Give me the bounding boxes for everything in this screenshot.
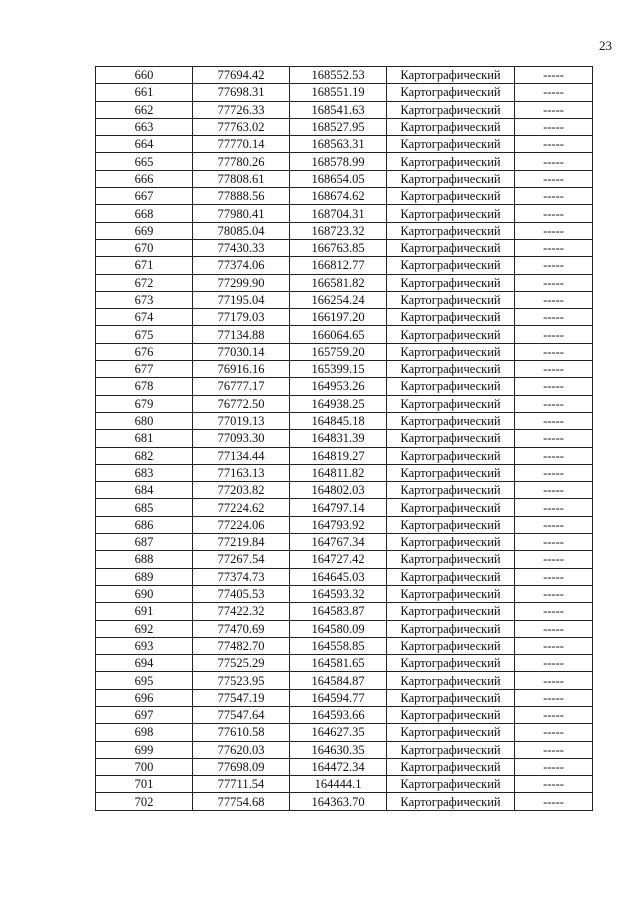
x-coordinate-cell: 77195.04 [193, 291, 290, 308]
accuracy-cell: ----- [515, 793, 593, 810]
accuracy-cell: ----- [515, 395, 593, 412]
accuracy-cell: ----- [515, 655, 593, 672]
accuracy-cell: ----- [515, 361, 593, 378]
x-coordinate-cell: 77694.42 [193, 67, 290, 84]
point-number-cell: 663 [96, 118, 193, 135]
x-coordinate-cell: 77179.03 [193, 309, 290, 326]
method-cell: Картографический [387, 430, 515, 447]
y-coordinate-cell: 168527.95 [290, 118, 387, 135]
method-cell: Картографический [387, 153, 515, 170]
point-number-cell: 700 [96, 758, 193, 775]
method-cell: Картографический [387, 741, 515, 758]
x-coordinate-cell: 77610.58 [193, 724, 290, 741]
method-cell: Картографический [387, 758, 515, 775]
point-number-cell: 661 [96, 84, 193, 101]
table-row [96, 568, 593, 585]
table-row [96, 170, 593, 187]
method-cell: Картографический [387, 412, 515, 429]
x-coordinate-cell: 77754.68 [193, 793, 290, 810]
y-coordinate-cell: 164580.09 [290, 620, 387, 637]
method-cell: Картографический [387, 551, 515, 568]
accuracy-cell: ----- [515, 724, 593, 741]
point-number-cell: 676 [96, 343, 193, 360]
y-coordinate-cell: 164593.32 [290, 585, 387, 602]
point-number-cell: 665 [96, 153, 193, 170]
point-number-cell: 702 [96, 793, 193, 810]
accuracy-cell: ----- [515, 118, 593, 135]
x-coordinate-cell: 77134.44 [193, 447, 290, 464]
y-coordinate-cell: 165759.20 [290, 343, 387, 360]
point-number-cell: 695 [96, 672, 193, 689]
method-cell: Картографический [387, 205, 515, 222]
accuracy-cell: ----- [515, 672, 593, 689]
x-coordinate-cell: 77620.03 [193, 741, 290, 758]
table-row [96, 326, 593, 343]
x-coordinate-cell: 77547.19 [193, 689, 290, 706]
x-coordinate-cell: 77405.53 [193, 585, 290, 602]
table-row [96, 585, 593, 602]
method-cell: Картографический [387, 291, 515, 308]
table-row [96, 655, 593, 672]
table-row [96, 620, 593, 637]
x-coordinate-cell: 77224.06 [193, 516, 290, 533]
point-number-cell: 675 [96, 326, 193, 343]
accuracy-cell: ----- [515, 136, 593, 153]
point-number-cell: 671 [96, 257, 193, 274]
point-number-cell: 682 [96, 447, 193, 464]
table-row [96, 724, 593, 741]
y-coordinate-cell: 166763.85 [290, 239, 387, 256]
point-number-cell: 666 [96, 170, 193, 187]
y-coordinate-cell: 164845.18 [290, 412, 387, 429]
y-coordinate-cell: 164594.77 [290, 689, 387, 706]
accuracy-cell: ----- [515, 274, 593, 291]
accuracy-cell: ----- [515, 603, 593, 620]
accuracy-cell: ----- [515, 758, 593, 775]
y-coordinate-cell: 164797.14 [290, 499, 387, 516]
point-number-cell: 668 [96, 205, 193, 222]
accuracy-cell: ----- [515, 568, 593, 585]
y-coordinate-cell: 164767.34 [290, 534, 387, 551]
method-cell: Картографический [387, 464, 515, 481]
point-number-cell: 686 [96, 516, 193, 533]
accuracy-cell: ----- [515, 170, 593, 187]
method-cell: Картографический [387, 343, 515, 360]
point-number-cell: 689 [96, 568, 193, 585]
y-coordinate-cell: 168578.99 [290, 153, 387, 170]
method-cell: Картографический [387, 84, 515, 101]
x-coordinate-cell: 77726.33 [193, 101, 290, 118]
table-row [96, 793, 593, 810]
point-number-cell: 690 [96, 585, 193, 602]
point-number-cell: 691 [96, 603, 193, 620]
x-coordinate-cell: 77888.56 [193, 188, 290, 205]
accuracy-cell: ----- [515, 291, 593, 308]
table-row [96, 118, 593, 135]
point-number-cell: 674 [96, 309, 193, 326]
accuracy-cell: ----- [515, 239, 593, 256]
y-coordinate-cell: 164581.65 [290, 655, 387, 672]
y-coordinate-cell: 164627.35 [290, 724, 387, 741]
method-cell: Картографический [387, 603, 515, 620]
accuracy-cell: ----- [515, 153, 593, 170]
accuracy-cell: ----- [515, 326, 593, 343]
table-row [96, 309, 593, 326]
accuracy-cell: ----- [515, 482, 593, 499]
point-number-cell: 673 [96, 291, 193, 308]
method-cell: Картографический [387, 118, 515, 135]
x-coordinate-cell: 77203.82 [193, 482, 290, 499]
x-coordinate-cell: 77808.61 [193, 170, 290, 187]
x-coordinate-cell: 77470.69 [193, 620, 290, 637]
point-number-cell: 701 [96, 776, 193, 793]
point-number-cell: 678 [96, 378, 193, 395]
table-body [96, 67, 593, 811]
accuracy-cell: ----- [515, 430, 593, 447]
table-row [96, 603, 593, 620]
y-coordinate-cell: 165399.15 [290, 361, 387, 378]
table-row [96, 447, 593, 464]
x-coordinate-cell: 76777.17 [193, 378, 290, 395]
method-cell: Картографический [387, 447, 515, 464]
method-cell: Картографический [387, 188, 515, 205]
table-row [96, 188, 593, 205]
x-coordinate-cell: 77763.02 [193, 118, 290, 135]
accuracy-cell: ----- [515, 620, 593, 637]
point-number-cell: 667 [96, 188, 193, 205]
x-coordinate-cell: 76772.50 [193, 395, 290, 412]
x-coordinate-cell: 77525.29 [193, 655, 290, 672]
y-coordinate-cell: 168704.31 [290, 205, 387, 222]
method-cell: Картографический [387, 499, 515, 516]
x-coordinate-cell: 77030.14 [193, 343, 290, 360]
point-number-cell: 672 [96, 274, 193, 291]
table-row [96, 637, 593, 654]
accuracy-cell: ----- [515, 188, 593, 205]
accuracy-cell: ----- [515, 585, 593, 602]
point-number-cell: 662 [96, 101, 193, 118]
accuracy-cell: ----- [515, 534, 593, 551]
method-cell: Картографический [387, 67, 515, 84]
coordinates-table [95, 66, 593, 811]
point-number-cell: 681 [96, 430, 193, 447]
y-coordinate-cell: 168551.19 [290, 84, 387, 101]
table-row [96, 516, 593, 533]
accuracy-cell: ----- [515, 222, 593, 239]
y-coordinate-cell: 164593.66 [290, 706, 387, 723]
table-row [96, 464, 593, 481]
accuracy-cell: ----- [515, 84, 593, 101]
y-coordinate-cell: 166197.20 [290, 309, 387, 326]
point-number-cell: 699 [96, 741, 193, 758]
accuracy-cell: ----- [515, 412, 593, 429]
table-row [96, 706, 593, 723]
x-coordinate-cell: 77134.88 [193, 326, 290, 343]
point-number-cell: 685 [96, 499, 193, 516]
method-cell: Картографический [387, 395, 515, 412]
accuracy-cell: ----- [515, 67, 593, 84]
method-cell: Картографический [387, 170, 515, 187]
x-coordinate-cell: 76916.16 [193, 361, 290, 378]
table-row [96, 378, 593, 395]
method-cell: Картографический [387, 672, 515, 689]
y-coordinate-cell: 164444.1 [290, 776, 387, 793]
method-cell: Картографический [387, 326, 515, 343]
y-coordinate-cell: 168723.32 [290, 222, 387, 239]
x-coordinate-cell: 77698.31 [193, 84, 290, 101]
accuracy-cell: ----- [515, 551, 593, 568]
table-row [96, 274, 593, 291]
x-coordinate-cell: 77422.32 [193, 603, 290, 620]
table-row [96, 499, 593, 516]
point-number-cell: 680 [96, 412, 193, 429]
y-coordinate-cell: 164584.87 [290, 672, 387, 689]
table-row [96, 534, 593, 551]
y-coordinate-cell: 168541.63 [290, 101, 387, 118]
x-coordinate-cell: 77482.70 [193, 637, 290, 654]
table-row [96, 136, 593, 153]
point-number-cell: 683 [96, 464, 193, 481]
method-cell: Картографический [387, 239, 515, 256]
method-cell: Картографический [387, 482, 515, 499]
table-row [96, 361, 593, 378]
table-row [96, 741, 593, 758]
y-coordinate-cell: 164953.26 [290, 378, 387, 395]
table-row [96, 430, 593, 447]
table-row [96, 67, 593, 84]
point-number-cell: 687 [96, 534, 193, 551]
method-cell: Картографический [387, 637, 515, 654]
method-cell: Картографический [387, 534, 515, 551]
table-row [96, 205, 593, 222]
x-coordinate-cell: 77770.14 [193, 136, 290, 153]
table-row [96, 672, 593, 689]
table-row [96, 291, 593, 308]
method-cell: Картографический [387, 101, 515, 118]
accuracy-cell: ----- [515, 309, 593, 326]
x-coordinate-cell: 77019.13 [193, 412, 290, 429]
method-cell: Картографический [387, 378, 515, 395]
accuracy-cell: ----- [515, 464, 593, 481]
method-cell: Картографический [387, 776, 515, 793]
table-row [96, 482, 593, 499]
point-number-cell: 677 [96, 361, 193, 378]
accuracy-cell: ----- [515, 343, 593, 360]
point-number-cell: 696 [96, 689, 193, 706]
y-coordinate-cell: 164802.03 [290, 482, 387, 499]
table-row [96, 239, 593, 256]
table-row [96, 222, 593, 239]
method-cell: Картографический [387, 136, 515, 153]
table-row [96, 343, 593, 360]
method-cell: Картографический [387, 620, 515, 637]
y-coordinate-cell: 168674.62 [290, 188, 387, 205]
accuracy-cell: ----- [515, 516, 593, 533]
x-coordinate-cell: 77430.33 [193, 239, 290, 256]
y-coordinate-cell: 164793.92 [290, 516, 387, 533]
method-cell: Картографический [387, 222, 515, 239]
table-row [96, 101, 593, 118]
method-cell: Картографический [387, 689, 515, 706]
x-coordinate-cell: 77299.90 [193, 274, 290, 291]
x-coordinate-cell: 77711.54 [193, 776, 290, 793]
method-cell: Картографический [387, 724, 515, 741]
method-cell: Картографический [387, 257, 515, 274]
y-coordinate-cell: 164811.82 [290, 464, 387, 481]
point-number-cell: 684 [96, 482, 193, 499]
table-row [96, 689, 593, 706]
y-coordinate-cell: 164363.70 [290, 793, 387, 810]
page-number: 23 [599, 38, 612, 53]
x-coordinate-cell: 77093.30 [193, 430, 290, 447]
x-coordinate-cell: 77523.95 [193, 672, 290, 689]
y-coordinate-cell: 164583.87 [290, 603, 387, 620]
table-row [96, 551, 593, 568]
point-number-cell: 694 [96, 655, 193, 672]
y-coordinate-cell: 164630.35 [290, 741, 387, 758]
table-row [96, 412, 593, 429]
point-number-cell: 664 [96, 136, 193, 153]
method-cell: Картографический [387, 274, 515, 291]
x-coordinate-cell: 77374.73 [193, 568, 290, 585]
method-cell: Картографический [387, 793, 515, 810]
table-row [96, 758, 593, 775]
x-coordinate-cell: 77224.62 [193, 499, 290, 516]
accuracy-cell: ----- [515, 205, 593, 222]
method-cell: Картографический [387, 516, 515, 533]
point-number-cell: 692 [96, 620, 193, 637]
accuracy-cell: ----- [515, 689, 593, 706]
method-cell: Картографический [387, 361, 515, 378]
table-row [96, 153, 593, 170]
accuracy-cell: ----- [515, 706, 593, 723]
accuracy-cell: ----- [515, 741, 593, 758]
y-coordinate-cell: 164727.42 [290, 551, 387, 568]
x-coordinate-cell: 77219.84 [193, 534, 290, 551]
table-row [96, 257, 593, 274]
y-coordinate-cell: 168563.31 [290, 136, 387, 153]
method-cell: Картографический [387, 585, 515, 602]
x-coordinate-cell: 77163.13 [193, 464, 290, 481]
point-number-cell: 697 [96, 706, 193, 723]
point-number-cell: 660 [96, 67, 193, 84]
y-coordinate-cell: 164558.85 [290, 637, 387, 654]
x-coordinate-cell: 77698.09 [193, 758, 290, 775]
y-coordinate-cell: 166581.82 [290, 274, 387, 291]
accuracy-cell: ----- [515, 499, 593, 516]
y-coordinate-cell: 166812.77 [290, 257, 387, 274]
y-coordinate-cell: 168654.05 [290, 170, 387, 187]
x-coordinate-cell: 77267.54 [193, 551, 290, 568]
accuracy-cell: ----- [515, 101, 593, 118]
accuracy-cell: ----- [515, 378, 593, 395]
x-coordinate-cell: 77780.26 [193, 153, 290, 170]
method-cell: Картографический [387, 706, 515, 723]
accuracy-cell: ----- [515, 776, 593, 793]
y-coordinate-cell: 164645.03 [290, 568, 387, 585]
y-coordinate-cell: 166254.24 [290, 291, 387, 308]
point-number-cell: 693 [96, 637, 193, 654]
method-cell: Картографический [387, 309, 515, 326]
accuracy-cell: ----- [515, 637, 593, 654]
table-row [96, 84, 593, 101]
y-coordinate-cell: 164819.27 [290, 447, 387, 464]
y-coordinate-cell: 168552.53 [290, 67, 387, 84]
accuracy-cell: ----- [515, 257, 593, 274]
x-coordinate-cell: 77374.06 [193, 257, 290, 274]
x-coordinate-cell: 78085.04 [193, 222, 290, 239]
point-number-cell: 669 [96, 222, 193, 239]
point-number-cell: 698 [96, 724, 193, 741]
point-number-cell: 670 [96, 239, 193, 256]
point-number-cell: 688 [96, 551, 193, 568]
table-row [96, 776, 593, 793]
y-coordinate-cell: 164831.39 [290, 430, 387, 447]
y-coordinate-cell: 164938.25 [290, 395, 387, 412]
y-coordinate-cell: 166064.65 [290, 326, 387, 343]
y-coordinate-cell: 164472.34 [290, 758, 387, 775]
table-row [96, 395, 593, 412]
point-number-cell: 679 [96, 395, 193, 412]
x-coordinate-cell: 77980.41 [193, 205, 290, 222]
method-cell: Картографический [387, 568, 515, 585]
accuracy-cell: ----- [515, 447, 593, 464]
x-coordinate-cell: 77547.64 [193, 706, 290, 723]
method-cell: Картографический [387, 655, 515, 672]
